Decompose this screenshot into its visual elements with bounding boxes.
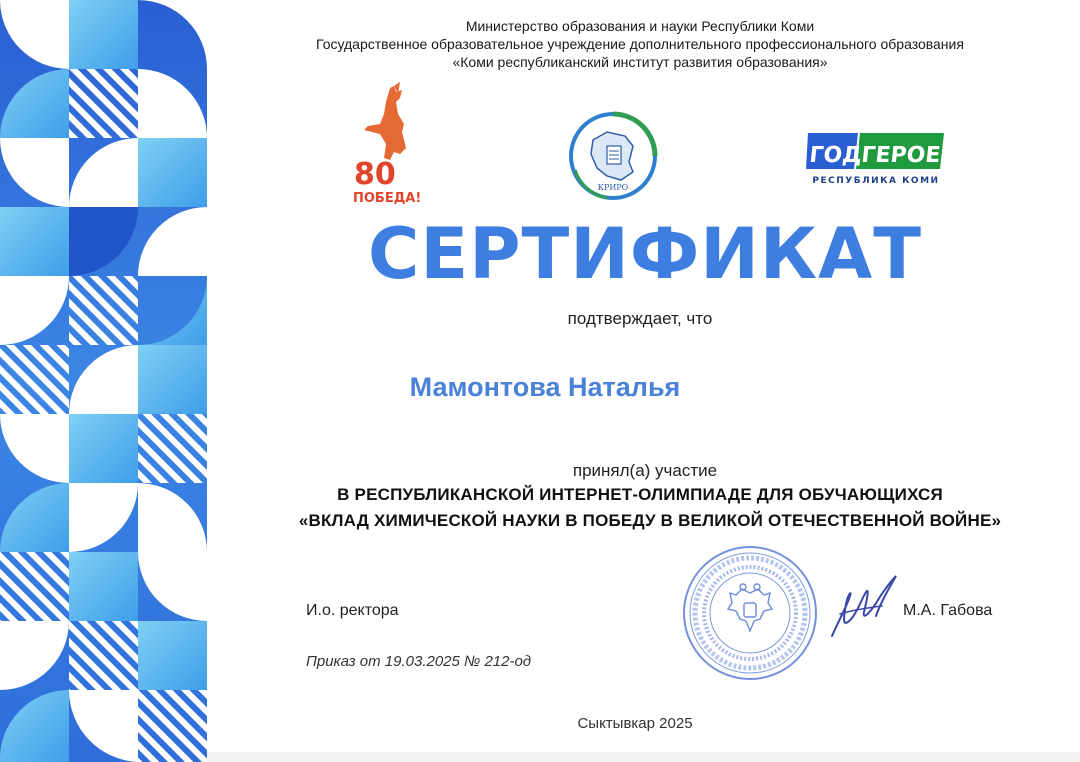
geroev-word: ГЕРОЕВ [860, 143, 959, 168]
header-institute-name: «Коми республиканский институт развития образования» [452, 54, 828, 70]
issuer-header [240, 17, 1040, 71]
certificate-title: СЕРТИФИКАТ [368, 213, 922, 295]
victory-number: 80 [354, 157, 396, 192]
recipient-name: Мамонтова Наталья [409, 372, 681, 402]
page-bottom-edge [207, 752, 1080, 762]
event-title-line-2: «ВКЛАД ХИМИЧЕСКОЙ НАУКИ В ПОБЕДУ В ВЕЛИКОЙ ОТЕЧЕСТВЕННОЙ ВОЙНЕ» [298, 511, 1002, 530]
participation-text: принял(а) участие [572, 461, 718, 480]
kriro-label: КРИРО [597, 183, 629, 192]
rector-position: И.о. ректора [306, 602, 399, 619]
city-and-year: Сыктывкар 2025 [577, 715, 693, 732]
god-word: ГОД [808, 143, 864, 168]
republic-subtitle: РЕСПУБЛИКА КОМИ [812, 176, 940, 186]
coat-of-arms-icon [728, 584, 772, 631]
handwritten-signature-icon [826, 570, 900, 640]
decorative-side-pattern [0, 0, 207, 762]
order-reference: Приказ от 19.03.2025 № 212-од [306, 653, 532, 670]
victory-80-logo-icon [350, 84, 424, 208]
event-title-line-1: В РЕСПУБЛИКАНСКОЙ ИНТЕРНЕТ-ОЛИМПИАДЕ ДЛЯ ОБУЧАЮЩИХСЯ [337, 485, 943, 504]
kriro-logo-icon [567, 110, 659, 202]
header-institution: Государственное образовательное учреждение дополнительного профессионального образования [316, 36, 964, 52]
victory-word: ПОБЕДА! [353, 191, 422, 206]
header-ministry: Министерство образования и науки Республики Коми [465, 18, 815, 34]
official-stamp-icon [680, 543, 820, 683]
confirms-text: подтверждает, что [567, 309, 713, 328]
god-geroev-logo-icon [806, 131, 959, 187]
signer-name: М.А. Габова [903, 602, 993, 619]
